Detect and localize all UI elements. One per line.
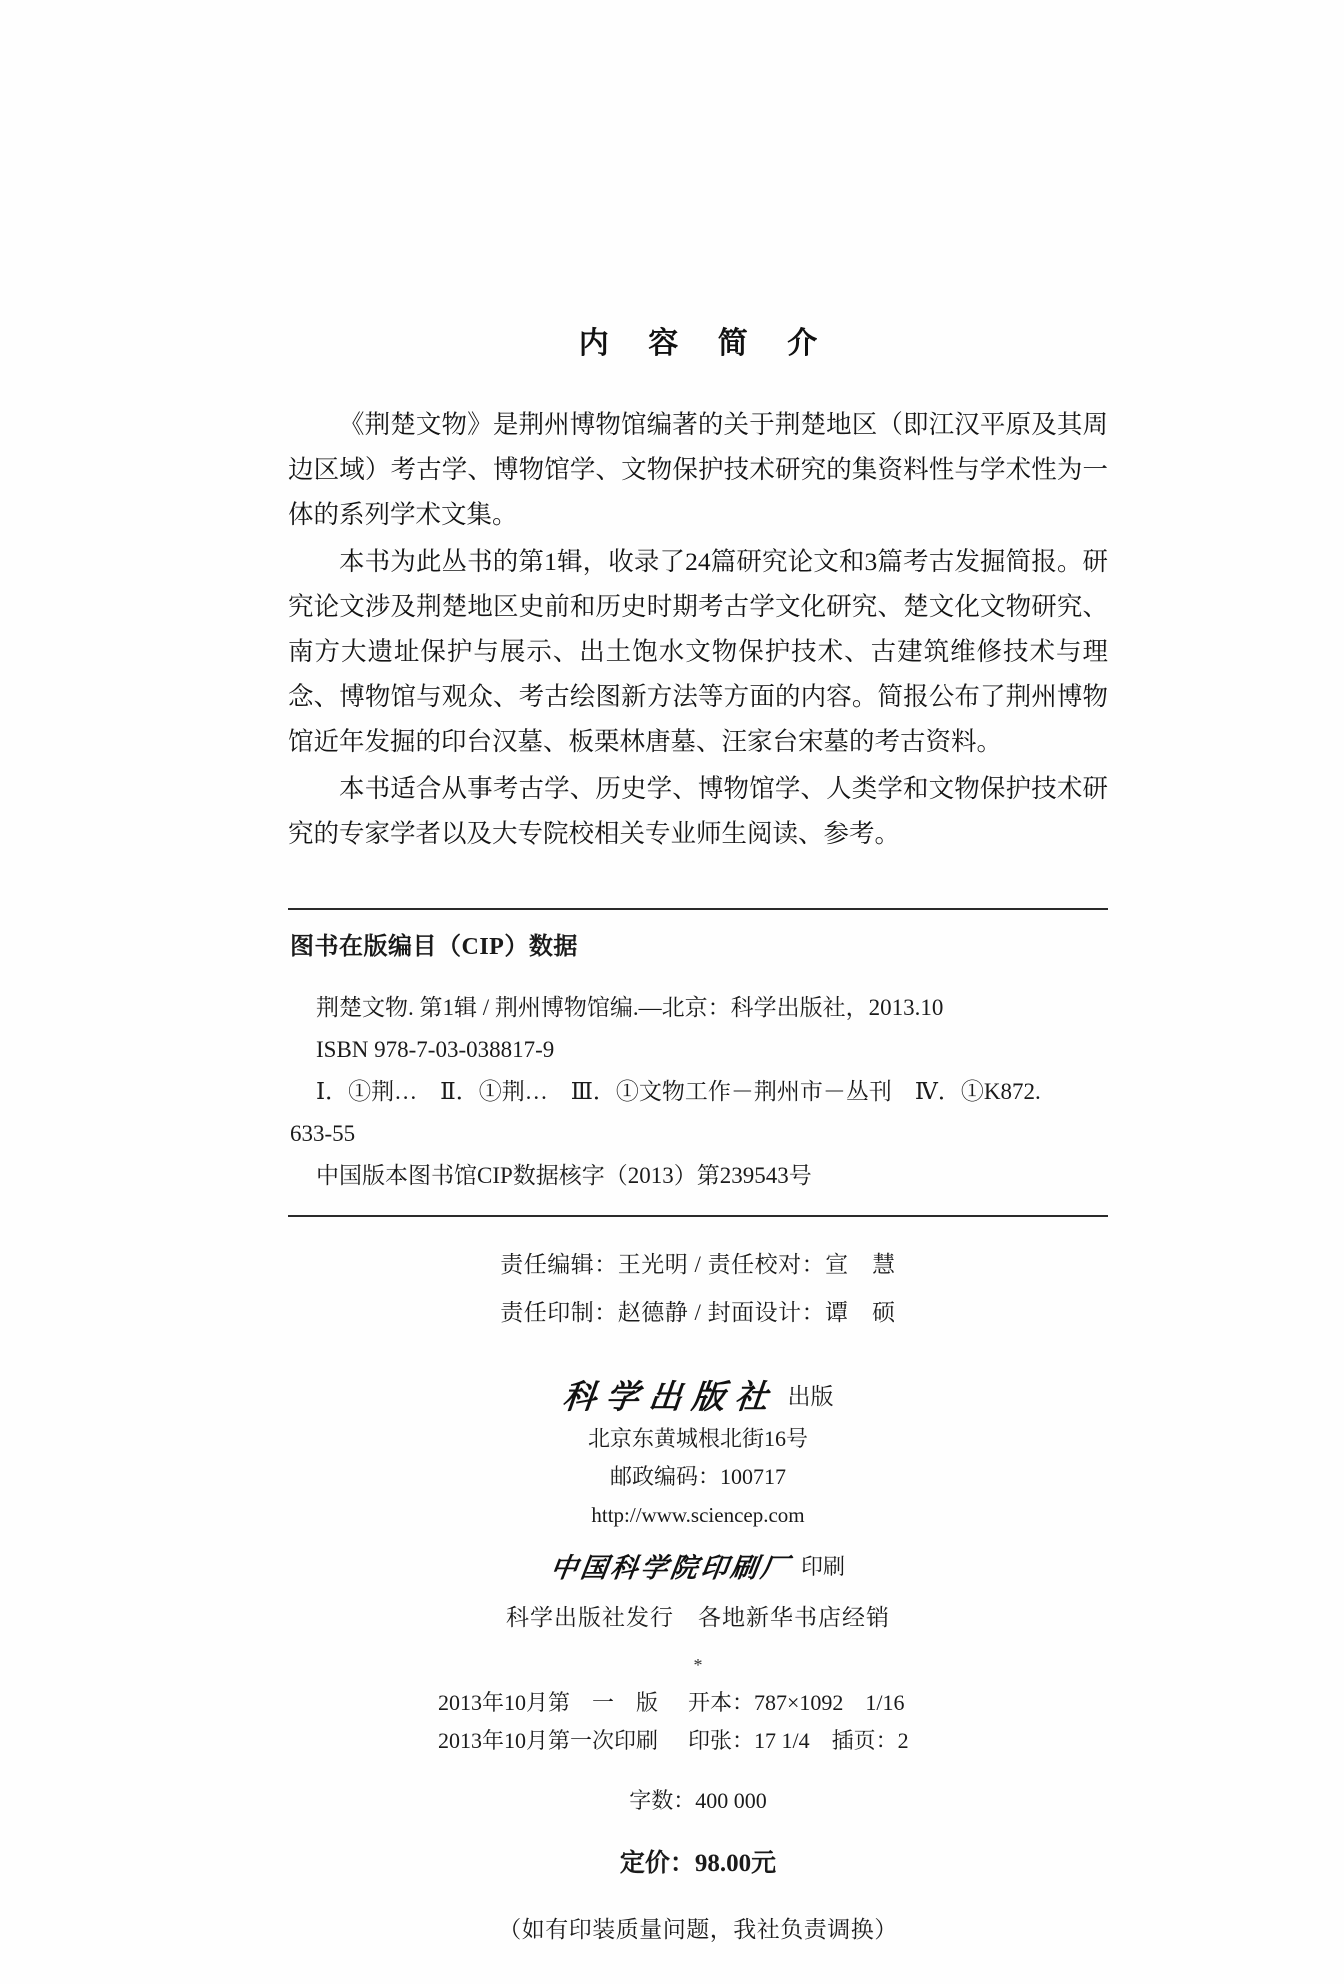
publisher-postcode: 邮政编码：100717 [609,1464,786,1489]
cip-line-bibliographic: 荆楚文物. 第1辑 / 荆州博物馆编.—北京：科学出版社，2013.10 [316,995,944,1020]
printer-suffix: 印刷 [800,1554,845,1579]
print-info-row [438,1722,958,1760]
cip-line-verification: 中国版本图书馆CIP数据核字（2013）第239543号 [316,1163,812,1188]
credit-line-editor: 责任编辑：王光明 / 责任校对：宣 慧 [500,1252,896,1277]
quality-note: （如有印装质量问题，我社负责调换） [498,1917,898,1942]
cip-line-classification: Ⅰ．①荆… Ⅱ．①荆… Ⅲ．①文物工作－荆州市－丛刊 Ⅳ．①K872. [316,1079,1041,1104]
publisher-suffix: 出版 [787,1384,834,1409]
cip-line-isbn: ISBN 978-7-03-038817-9 [316,1037,555,1062]
publisher-row [288,1371,1108,1418]
price-line: 定价：98.00元 [619,1850,777,1877]
print-info-table [438,1684,958,1760]
page-title: 内 容 简 介 [578,327,834,360]
cip-title: 图书在版编目（CIP）数据 [290,934,578,960]
publisher-address: 北京东黄城根北街16号 [587,1426,808,1451]
intro-paragraph-3: 本书适合从事考古学、历史学、博物馆学、人类学和文物保护技术研究的专家学者以及大专院校相关专业师生阅读、参考。 [288,774,1108,848]
introduction-block [288,402,1108,856]
printing-house-logo: 中国科学院印刷厂 [548,1553,793,1584]
word-count: 字数：400 000 [629,1788,767,1813]
intro-paragraph-2: 本书为此丛书的第1辑，收录了24篇研究论文和3篇考古发掘简报。研究论文涉及荆楚地区史前和历史时期考古学文化研究、楚文化文物研究、南方大遗址保护与展示、出土饱水文物保护技术、古建筑维修技术与理念、博物馆与观众、考古绘图新方法等方面的内容。简报公布了荆州博物馆近年发掘的印台汉墓、板栗林唐墓、汪家台宋墓的考古资料。 [288,547,1108,756]
page-content [288,318,1108,1967]
impression-line: 2013年10月第一次印刷 [438,1728,659,1753]
publisher-url[interactable]: http://www.sciencep.com [591,1503,805,1527]
credits-block [288,1247,1108,1331]
printer-row [288,1546,1108,1585]
cip-data-block [288,908,1108,1217]
edition-line: 2013年10月第 一 版 [438,1690,659,1715]
separator-asterisk: * [693,1655,703,1675]
cip-line-classification-cont: 633-55 [290,1121,356,1146]
format-line: 开本：787×1092 1/16 [688,1690,905,1715]
distribution-line: 科学出版社发行 各地新华书店经销 [506,1605,890,1630]
credit-line-production: 责任印制：赵德静 / 封面设计：谭 硕 [500,1300,896,1325]
sheets-line: 印张：17 1/4 插页：2 [688,1728,909,1753]
print-info-row [438,1684,958,1722]
science-press-logo: 科学出版社 [560,1377,780,1416]
intro-paragraph-1: 《荆楚文物》是荆州博物馆编著的关于荆楚地区（即江汉平原及其周边区域）考古学、博物馆学、文物保护技术研究的集资料性与学术性为一体的系列学术文集。 [288,410,1108,529]
